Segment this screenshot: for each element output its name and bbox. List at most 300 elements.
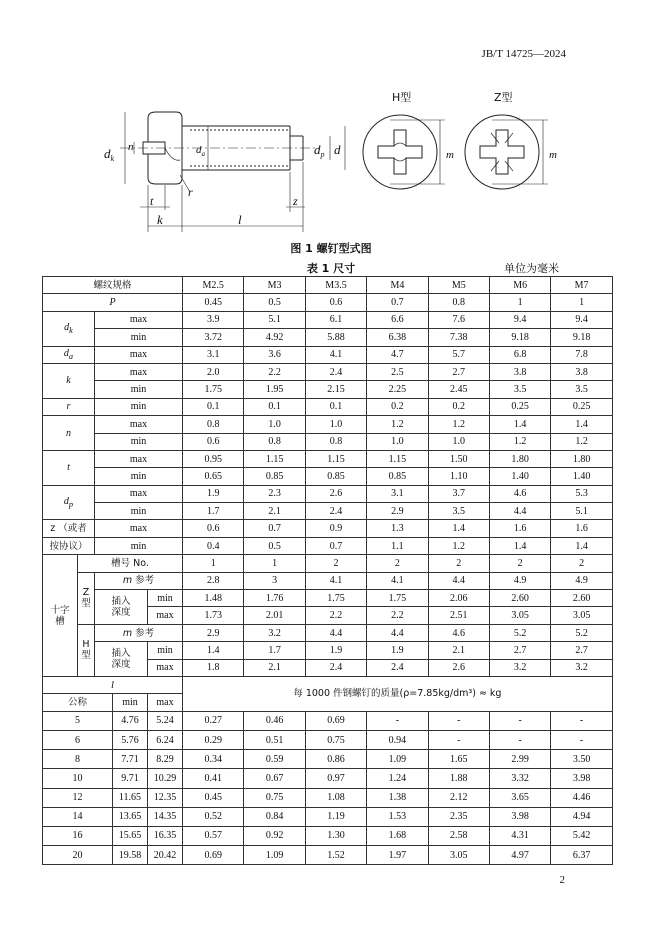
t-label: t	[43, 450, 95, 485]
nominal-length: 10	[43, 769, 113, 788]
value-cell: 1.73	[183, 607, 244, 624]
value-cell: 2.2	[244, 363, 305, 380]
m-ref-label	[95, 624, 183, 641]
value-cell: 6.8	[489, 346, 550, 363]
value-cell: 1.8	[183, 659, 244, 676]
length-max: 5.24	[148, 711, 183, 730]
nominal-length: 20	[43, 846, 113, 865]
value-cell: 5.88	[305, 329, 366, 346]
nominal-length: 8	[43, 750, 113, 769]
value-cell: 1.4	[183, 642, 244, 659]
mass-value: 0.46	[244, 711, 305, 730]
value-cell: 1.4	[551, 416, 612, 433]
value-cell: 1.2	[551, 433, 612, 450]
value-cell: 4.6	[428, 624, 489, 641]
h-type-view	[363, 115, 445, 189]
dim-r: r	[188, 185, 193, 199]
mass-value: -	[551, 730, 612, 749]
table-row	[43, 711, 613, 730]
length-min: 19.58	[113, 846, 148, 865]
mass-value: 0.94	[367, 730, 428, 749]
value-cell: 3	[244, 572, 305, 589]
length-min: 4.76	[113, 711, 148, 730]
value-cell: 0.1	[305, 398, 366, 415]
h-type-label	[78, 624, 95, 676]
value-cell: 0.9	[305, 520, 366, 537]
mass-value: 1.09	[367, 750, 428, 769]
mass-value: 4.97	[489, 846, 550, 865]
min-label: min	[95, 433, 183, 450]
value-cell: 3.6	[244, 346, 305, 363]
ref-text: 参考	[132, 575, 155, 587]
value-cell: 1.6	[551, 520, 612, 537]
z-type-view	[465, 115, 548, 189]
value-cell: 2.6	[305, 485, 366, 502]
length-min: 15.65	[113, 826, 148, 845]
mass-value: -	[428, 711, 489, 730]
value-cell: 2.4	[305, 363, 366, 380]
mass-value: 0.67	[244, 769, 305, 788]
table-row	[43, 294, 613, 311]
value-cell: 7.38	[428, 329, 489, 346]
value-cell: 1.0	[244, 416, 305, 433]
value-cell: 0.6	[183, 433, 244, 450]
value-cell: 0.2	[367, 398, 428, 415]
mass-value: 0.75	[305, 730, 366, 749]
mass-value: 0.45	[183, 788, 244, 807]
value-cell: 3.2	[244, 624, 305, 641]
cross-label-1: 十字	[50, 604, 70, 616]
min-label: min	[113, 694, 148, 711]
value-cell: 1.80	[489, 450, 550, 467]
value-cell: 0.1	[183, 398, 244, 415]
insert-1: 插入	[111, 595, 131, 607]
mass-value: 1.09	[244, 846, 305, 865]
page-number: 2	[559, 874, 565, 886]
value-cell: 1	[489, 294, 550, 311]
figure-caption: 图 1 螺钉型式图	[290, 242, 372, 255]
value-cell: 2.6	[428, 659, 489, 676]
length-max: 16.35	[148, 826, 183, 845]
value-cell: 4.9	[489, 572, 550, 589]
length-max: 10.29	[148, 769, 183, 788]
max-label: max	[95, 416, 183, 433]
table-row	[43, 788, 613, 807]
value-cell: 1.76	[244, 590, 305, 607]
mass-value: 6.37	[551, 846, 612, 865]
insert-2: 深度	[111, 606, 131, 618]
value-cell: 1.75	[183, 381, 244, 398]
mass-value: 0.69	[183, 846, 244, 865]
value-cell: 2.8	[183, 572, 244, 589]
h-type-label: H型	[392, 91, 412, 104]
value-cell: 7.6	[428, 311, 489, 328]
value-cell: 3.1	[367, 485, 428, 502]
max-label: max	[95, 450, 183, 467]
value-cell: 2.4	[305, 659, 366, 676]
max-label: max	[95, 485, 183, 502]
mass-value: -	[551, 711, 612, 730]
dim-l: l	[238, 212, 242, 227]
value-cell: 0.85	[244, 468, 305, 485]
mass-value: 3.98	[551, 769, 612, 788]
mass-value: 1.65	[428, 750, 489, 769]
z-label: z （或者	[43, 520, 95, 537]
z-type-label	[78, 572, 95, 624]
value-cell: 2.15	[305, 381, 366, 398]
r-label: r	[43, 398, 95, 415]
mass-value: 0.41	[183, 769, 244, 788]
table-row	[43, 769, 613, 788]
mass-value: 0.86	[305, 750, 366, 769]
m-ref-label	[95, 572, 183, 589]
value-cell: 6.38	[367, 329, 428, 346]
value-cell: 5.1	[551, 503, 612, 520]
mass-value: 2.99	[489, 750, 550, 769]
value-cell: 1.0	[305, 416, 366, 433]
value-cell: 2.3	[244, 485, 305, 502]
z-type-label: Z型	[494, 91, 513, 104]
value-cell: 4.6	[489, 485, 550, 502]
value-cell: 1.2	[428, 416, 489, 433]
mass-value: 1.38	[367, 788, 428, 807]
mass-value: 1.19	[305, 807, 366, 826]
value-cell: 4.4	[428, 572, 489, 589]
value-cell: 2.60	[551, 590, 612, 607]
h-type-2: 型	[81, 650, 91, 662]
value-cell: 2.06	[428, 590, 489, 607]
value-cell: 2.1	[428, 642, 489, 659]
value-cell: 3.8	[551, 363, 612, 380]
max-label: max	[148, 694, 183, 711]
value-cell: 0.7	[367, 294, 428, 311]
z-type-2: 型	[81, 598, 91, 610]
value-cell: 3.1	[183, 346, 244, 363]
value-cell: 2.7	[551, 642, 612, 659]
table-row	[43, 624, 613, 641]
p-label: P	[43, 294, 183, 311]
value-cell: 1.7	[244, 642, 305, 659]
mass-value: 4.31	[489, 826, 550, 845]
mass-value: 3.05	[428, 846, 489, 865]
value-cell: 2.1	[244, 503, 305, 520]
dim-k: k	[157, 212, 163, 227]
value-cell: 4.92	[244, 329, 305, 346]
max-label: max	[148, 659, 183, 676]
length-min: 9.71	[113, 769, 148, 788]
value-cell: 1.4	[551, 537, 612, 554]
table-row	[43, 450, 613, 467]
mass-value: 0.57	[183, 826, 244, 845]
slot-no-label: 槽号 No.	[78, 555, 183, 572]
mass-note: 每 1000 件钢螺钉的质量(ρ=7.85kg/dm³) ≈ kg	[183, 676, 613, 711]
value-cell: 1.40	[551, 468, 612, 485]
value-cell: 3.7	[428, 485, 489, 502]
mass-value: 0.92	[244, 826, 305, 845]
value-cell: 0.25	[489, 398, 550, 415]
value-cell: 2	[489, 555, 550, 572]
value-cell: 0.5	[244, 294, 305, 311]
value-cell: 4.1	[367, 572, 428, 589]
table-unit: 单位为毫米	[504, 262, 559, 275]
mass-value: 1.30	[305, 826, 366, 845]
mass-value: 1.88	[428, 769, 489, 788]
value-cell: 2.2	[305, 607, 366, 624]
length-max: 6.24	[148, 730, 183, 749]
value-cell: 7.8	[551, 346, 612, 363]
value-cell: 0.25	[551, 398, 612, 415]
mass-value: 0.27	[183, 711, 244, 730]
value-cell: 9.18	[551, 329, 612, 346]
mass-value: -	[489, 730, 550, 749]
value-cell: 0.7	[244, 520, 305, 537]
mass-value: 2.58	[428, 826, 489, 845]
value-cell: 9.4	[551, 311, 612, 328]
value-cell: 1.9	[367, 642, 428, 659]
value-cell: 3.8	[489, 363, 550, 380]
min-label: min	[95, 329, 183, 346]
value-cell: 2.9	[367, 503, 428, 520]
max-label: max	[148, 607, 183, 624]
value-cell: 2.45	[428, 381, 489, 398]
table-row	[43, 329, 613, 346]
value-cell: 0.2	[428, 398, 489, 415]
table-row	[43, 381, 613, 398]
l-label: l	[43, 676, 183, 693]
table-row	[43, 642, 613, 659]
dim-dp: $d_p$	[314, 142, 325, 159]
mass-value: 1.52	[305, 846, 366, 865]
table-row	[43, 826, 613, 845]
size-header: M3.5	[305, 277, 366, 294]
length-max: 12.35	[148, 788, 183, 807]
standard-number: JB/T 14725—2024	[481, 48, 566, 60]
min-label: min	[95, 398, 183, 415]
value-cell: 0.85	[367, 468, 428, 485]
m-symbol: m	[122, 627, 133, 639]
mass-value: -	[367, 711, 428, 730]
value-cell: 3.05	[489, 607, 550, 624]
value-cell: 2.9	[183, 624, 244, 641]
value-cell: 9.4	[489, 311, 550, 328]
value-cell: 1.2	[428, 537, 489, 554]
value-cell: 9.18	[489, 329, 550, 346]
length-min: 5.76	[113, 730, 148, 749]
value-cell: 2.7	[489, 642, 550, 659]
mass-value: 0.52	[183, 807, 244, 826]
mass-value: 3.98	[489, 807, 550, 826]
dim-d: d	[334, 142, 341, 157]
mass-value: 3.32	[489, 769, 550, 788]
value-cell: 0.6	[183, 520, 244, 537]
mass-value: 0.34	[183, 750, 244, 769]
value-cell: 1.48	[183, 590, 244, 607]
mass-value: 0.97	[305, 769, 366, 788]
table-row	[43, 730, 613, 749]
mass-value: 5.42	[551, 826, 612, 845]
value-cell: 0.8	[183, 416, 244, 433]
table-row	[43, 807, 613, 826]
value-cell: 3.72	[183, 329, 244, 346]
value-cell: 1.15	[244, 450, 305, 467]
value-cell: 0.8	[305, 433, 366, 450]
value-cell: 1.4	[428, 520, 489, 537]
nominal-length: 12	[43, 788, 113, 807]
min-label: min	[95, 468, 183, 485]
value-cell: 5.2	[489, 624, 550, 641]
value-cell: 2.25	[367, 381, 428, 398]
value-cell: 2	[367, 555, 428, 572]
value-cell: 6.1	[305, 311, 366, 328]
nominal-length: 16	[43, 826, 113, 845]
value-cell: 4.7	[367, 346, 428, 363]
value-cell: 3.5	[489, 381, 550, 398]
insert-1: 插入	[111, 648, 131, 660]
table-row	[43, 363, 613, 380]
value-cell: 3.2	[551, 659, 612, 676]
insert-depth-label	[95, 590, 148, 625]
mass-value: -	[489, 711, 550, 730]
value-cell: 1.15	[305, 450, 366, 467]
value-cell: 3.9	[183, 311, 244, 328]
value-cell: 0.8	[428, 294, 489, 311]
symbol-subscript: k	[69, 325, 73, 335]
dp-label	[43, 485, 95, 520]
value-cell: 0.8	[244, 433, 305, 450]
table-caption: 表 1 尺寸	[306, 262, 356, 275]
symbol-subscript: p	[68, 499, 74, 509]
nominal-length: 5	[43, 711, 113, 730]
value-cell: 2	[305, 555, 366, 572]
value-cell: 0.85	[305, 468, 366, 485]
value-cell: 0.6	[305, 294, 366, 311]
table-row	[43, 416, 613, 433]
table-row	[43, 537, 613, 554]
value-cell: 2.60	[489, 590, 550, 607]
value-cell: 1.0	[428, 433, 489, 450]
max-label: max	[95, 520, 183, 537]
max-label: max	[95, 311, 183, 328]
value-cell: 1.4	[489, 416, 550, 433]
table-row	[43, 433, 613, 450]
mass-value: 1.53	[367, 807, 428, 826]
symbol-subscript: a	[68, 351, 74, 361]
table-row	[43, 311, 613, 328]
value-cell: 1	[551, 294, 612, 311]
mass-value: 0.51	[244, 730, 305, 749]
value-cell: 5.7	[428, 346, 489, 363]
min-label: min	[95, 503, 183, 520]
symbol: d	[63, 347, 69, 359]
value-cell: 0.45	[183, 294, 244, 311]
value-cell: 1.9	[183, 485, 244, 502]
nominal-length: 14	[43, 807, 113, 826]
value-cell: 1	[244, 555, 305, 572]
value-cell: 2.5	[367, 363, 428, 380]
value-cell: 0.7	[305, 537, 366, 554]
mass-value: 0.69	[305, 711, 366, 730]
value-cell: 3.5	[428, 503, 489, 520]
mass-value: 3.50	[551, 750, 612, 769]
mass-value: 1.97	[367, 846, 428, 865]
mass-value: 2.35	[428, 807, 489, 826]
value-cell: 1.7	[183, 503, 244, 520]
mass-value: 4.94	[551, 807, 612, 826]
table-row	[43, 346, 613, 363]
symbol: d	[64, 321, 70, 333]
value-cell: 1.6	[489, 520, 550, 537]
value-cell: 2.0	[183, 363, 244, 380]
value-cell: 2.01	[244, 607, 305, 624]
table-row	[43, 277, 613, 294]
mass-value: 3.65	[489, 788, 550, 807]
symbol: d	[63, 495, 69, 507]
insert-2: 深度	[111, 659, 131, 671]
mass-value: 1.24	[367, 769, 428, 788]
size-header: M3	[244, 277, 305, 294]
value-cell: 3.05	[551, 607, 612, 624]
z-label: 按协议）	[43, 537, 95, 554]
size-header: M2.5	[183, 277, 244, 294]
min-label: min	[148, 642, 183, 659]
value-cell: 4.4	[489, 503, 550, 520]
value-cell: 6.6	[367, 311, 428, 328]
mass-value: 1.08	[305, 788, 366, 807]
table-row	[43, 555, 613, 572]
value-cell: 0.4	[183, 537, 244, 554]
value-cell: 1.4	[489, 537, 550, 554]
cross-recess-label	[43, 555, 78, 677]
table-row	[43, 676, 613, 693]
mass-value: 4.46	[551, 788, 612, 807]
spec-header: 螺纹规格	[43, 277, 183, 294]
size-header: M6	[489, 277, 550, 294]
dim-z: z	[293, 194, 298, 208]
value-cell: 4.1	[305, 572, 366, 589]
size-header: M4	[367, 277, 428, 294]
value-cell: 3.2	[489, 659, 550, 676]
table-row	[43, 572, 613, 589]
length-min: 13.65	[113, 807, 148, 826]
length-min: 11.65	[113, 788, 148, 807]
value-cell: 2.4	[367, 659, 428, 676]
value-cell: 1.15	[367, 450, 428, 467]
dim-m-h: m	[446, 149, 454, 161]
value-cell: 0.95	[183, 450, 244, 467]
value-cell: 0.1	[244, 398, 305, 415]
dim-n: n	[128, 141, 134, 153]
min-label: min	[148, 590, 183, 607]
table-row	[43, 503, 613, 520]
screw-figure	[0, 0, 662, 240]
max-label: max	[95, 363, 183, 380]
value-cell: 5.3	[551, 485, 612, 502]
insert-depth-label	[95, 642, 148, 677]
min-label: min	[95, 381, 183, 398]
value-cell: 2.51	[428, 607, 489, 624]
length-min: 7.71	[113, 750, 148, 769]
table-row	[43, 398, 613, 415]
mass-value: 0.59	[244, 750, 305, 769]
value-cell: 4.4	[367, 624, 428, 641]
value-cell: 1	[183, 555, 244, 572]
n-label: n	[43, 416, 95, 451]
value-cell: 3.5	[551, 381, 612, 398]
dimensions-table	[42, 276, 613, 865]
value-cell: 1.1	[367, 537, 428, 554]
nominal-length: 6	[43, 730, 113, 749]
value-cell: 5.1	[244, 311, 305, 328]
